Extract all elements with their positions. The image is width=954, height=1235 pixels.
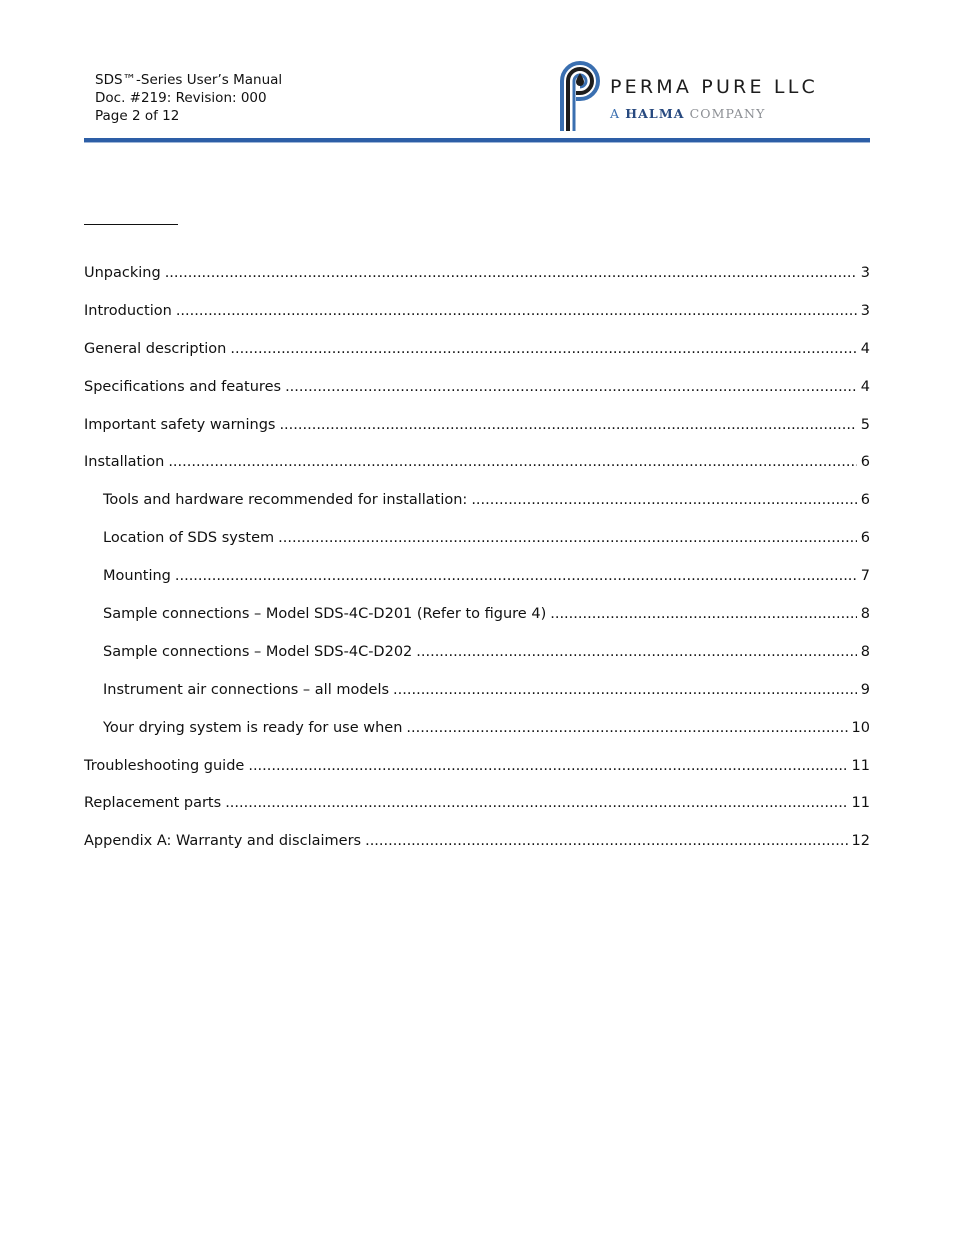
toc-entry-page[interactable]: 9 xyxy=(860,681,870,698)
toc-entry[interactable] xyxy=(84,452,870,490)
table-of-contents xyxy=(84,263,870,869)
toc-entry[interactable] xyxy=(84,680,870,718)
toc-entry-page[interactable]: 4 xyxy=(860,378,870,395)
toc-dot-leader xyxy=(176,301,857,321)
tagline-a: A xyxy=(610,106,621,121)
manual-title: SDS™-Series User’s Manual xyxy=(95,72,283,88)
toc-entry-title[interactable]: Location of SDS system xyxy=(103,530,275,547)
toc-dot-leader xyxy=(165,263,857,283)
toc-entry-title[interactable]: Important safety warnings xyxy=(84,416,276,433)
toc-entry[interactable] xyxy=(84,604,870,642)
toc-entry[interactable] xyxy=(84,301,870,339)
toc-entry[interactable] xyxy=(84,528,870,566)
toc-entry-title[interactable]: Replacement parts xyxy=(84,795,222,812)
toc-entry[interactable] xyxy=(84,566,870,604)
document-header xyxy=(95,71,282,125)
toc-entry[interactable] xyxy=(84,642,870,680)
toc-entry-page[interactable]: 8 xyxy=(860,606,870,623)
toc-entry[interactable] xyxy=(84,263,870,301)
toc-entry[interactable] xyxy=(84,831,870,869)
toc-entry-page[interactable]: 6 xyxy=(860,492,870,509)
tagline-company: COMPANY xyxy=(689,106,766,121)
tagline-halma: HALMA xyxy=(625,106,685,121)
toc-entry-title[interactable]: Specifications and features xyxy=(84,378,282,395)
toc-entry-title[interactable]: Tools and hardware recommended for installation: xyxy=(103,492,468,509)
toc-entry-title[interactable]: Unpacking xyxy=(84,265,161,281)
toc-entry[interactable] xyxy=(84,415,870,453)
toc-dot-leader xyxy=(416,642,857,662)
toc-dot-leader xyxy=(175,566,857,586)
toc-entry-title[interactable]: General description xyxy=(84,340,227,357)
toc-entry-page[interactable]: 10 xyxy=(851,719,870,736)
toc-entry[interactable] xyxy=(84,793,870,831)
toc-entry[interactable] xyxy=(84,339,870,377)
toc-dot-leader xyxy=(393,680,857,700)
toc-entry-page[interactable]: 4 xyxy=(860,340,870,357)
company-name: PERMA PURE LLC xyxy=(610,76,818,98)
toc-entry-page[interactable]: 7 xyxy=(860,568,870,585)
toc-entry-page[interactable]: 5 xyxy=(860,416,870,433)
toc-entry[interactable] xyxy=(84,718,870,756)
toc-entry[interactable] xyxy=(84,490,870,528)
toc-entry-page[interactable]: 6 xyxy=(860,530,870,547)
toc-entry-page[interactable]: 11 xyxy=(851,795,870,812)
toc-entry-page[interactable]: 3 xyxy=(860,265,870,281)
toc-dot-leader xyxy=(168,452,856,472)
toc-heading-underline xyxy=(84,224,178,225)
toc-dot-leader xyxy=(278,528,857,548)
toc-dot-leader xyxy=(225,793,847,813)
toc-entry-title[interactable]: Installation xyxy=(84,454,165,471)
document-revision: Doc. #219: Revision: 000 xyxy=(95,90,267,106)
toc-dot-leader xyxy=(365,831,847,851)
toc-dot-leader xyxy=(248,756,847,776)
toc-entry-title[interactable]: Mounting xyxy=(103,568,171,585)
perma-pure-p-icon xyxy=(554,59,608,133)
toc-entry-page[interactable]: 6 xyxy=(860,454,870,471)
toc-dot-leader xyxy=(471,490,856,510)
company-tagline xyxy=(610,106,765,121)
toc-dot-leader xyxy=(279,415,856,435)
toc-entry-title[interactable]: Appendix A: Warranty and disclaimers xyxy=(84,833,362,850)
toc-entry-title[interactable]: Instrument air connections – all models xyxy=(103,681,390,698)
toc-entry-page[interactable]: 3 xyxy=(860,302,870,319)
header-divider xyxy=(84,138,870,143)
toc-entry-title[interactable]: Troubleshooting guide xyxy=(84,757,245,774)
toc-entry-title[interactable]: Sample connections – Model SDS-4C-D201 (Refer to figure 4) xyxy=(103,606,547,623)
toc-dot-leader xyxy=(406,718,847,738)
toc-dot-leader xyxy=(230,339,856,359)
toc-entry-title[interactable]: Introduction xyxy=(84,302,172,319)
toc-entry-title[interactable]: Your drying system is ready for use when xyxy=(103,719,403,736)
toc-entry[interactable] xyxy=(84,377,870,415)
toc-entry[interactable] xyxy=(84,756,870,794)
page-number: Page 2 of 12 xyxy=(95,108,180,124)
toc-entry-page[interactable]: 8 xyxy=(860,643,870,660)
toc-entry-page[interactable]: 11 xyxy=(851,757,870,774)
toc-entry-page[interactable]: 12 xyxy=(851,833,870,850)
toc-entry-title[interactable]: Sample connections – Model SDS-4C-D202 xyxy=(103,643,413,660)
toc-dot-leader xyxy=(550,604,857,624)
company-logo xyxy=(554,59,854,133)
toc-dot-leader xyxy=(285,377,857,397)
